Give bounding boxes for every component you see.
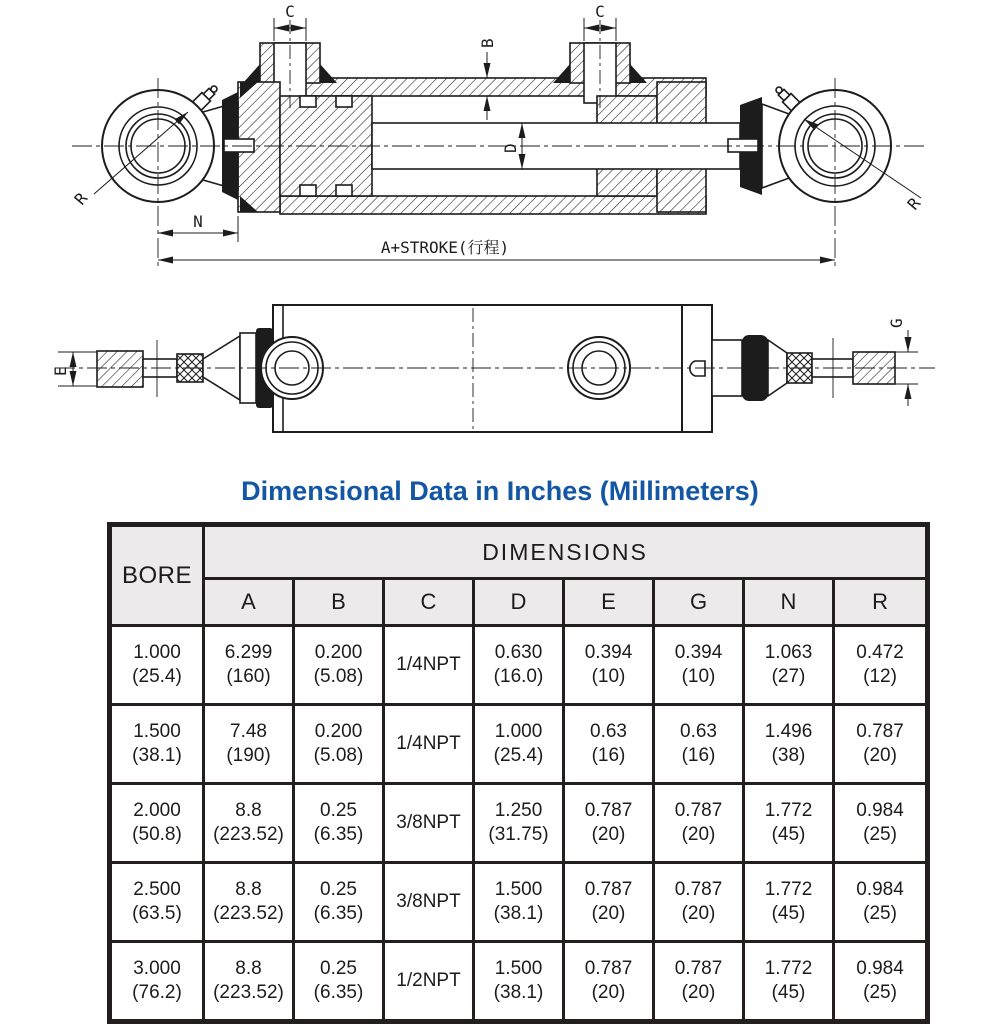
dimension-cell: 1.772 (45) <box>744 863 834 942</box>
label-n: N <box>193 212 203 231</box>
dimension-cell: 1.500 (38.1) <box>474 863 564 942</box>
bore-header-cell: BORE <box>110 525 204 626</box>
col-header-e: E <box>564 579 654 626</box>
label-d-rod: D <box>501 143 520 153</box>
table-body <box>110 626 928 1022</box>
label-e: E <box>51 366 70 376</box>
dimension-cell: 1.000 (25.4) <box>474 705 564 784</box>
dimension-cell: 8.8 (223.52) <box>204 942 294 1022</box>
dimension-cell: 0.787 (20) <box>564 863 654 942</box>
dimension-cell: 1.063 (27) <box>744 626 834 705</box>
dimension-cell: 0.394 (10) <box>564 626 654 705</box>
bore-cell: 1.000 (25.4) <box>110 626 204 705</box>
dimension-cell: 3/8NPT <box>384 863 474 942</box>
label-r-right: R <box>903 193 925 214</box>
label-b-wall: B <box>478 38 497 48</box>
piston <box>280 96 372 196</box>
top-view-body <box>97 305 895 432</box>
column-header-row <box>110 579 928 626</box>
dimension-cell: 3/8NPT <box>384 784 474 863</box>
dimension-cell: 0.984 (25) <box>834 863 928 942</box>
label-c-port2: C <box>595 2 605 21</box>
bore-cell: 2.000 (50.8) <box>110 784 204 863</box>
dimension-cell: 0.25 (6.35) <box>294 784 384 863</box>
dimension-cell: 0.25 (6.35) <box>294 942 384 1022</box>
dimension-cell: 1/2NPT <box>384 942 474 1022</box>
table-row <box>110 784 928 863</box>
left-pin <box>224 139 254 152</box>
bore-cell: 1.500 (38.1) <box>110 705 204 784</box>
dimension-cell: 1.772 (45) <box>744 784 834 863</box>
dimension-cell: 1.496 (38) <box>744 705 834 784</box>
col-header-r: R <box>834 579 928 626</box>
side-view-body <box>102 43 891 214</box>
dimension-cell: 0.984 (25) <box>834 942 928 1022</box>
col-header-c: C <box>384 579 474 626</box>
dimension-cell: 0.984 (25) <box>834 784 928 863</box>
dimension-cell: 1.250 (31.75) <box>474 784 564 863</box>
col-header-n: N <box>744 579 834 626</box>
dimension-cell: 0.25 (6.35) <box>294 863 384 942</box>
dimension-cell: 0.472 (12) <box>834 626 928 705</box>
dimension-cell: 1.772 (45) <box>744 942 834 1022</box>
cylinder-top-view <box>0 290 1000 475</box>
dimension-cell: 0.200 (5.08) <box>294 705 384 784</box>
tube-bottom-wall <box>280 196 706 214</box>
col-header-d: D <box>474 579 564 626</box>
table-header <box>110 525 928 626</box>
dimension-cell: 1/4NPT <box>384 705 474 784</box>
bleed-plug <box>690 361 705 376</box>
dimension-cell: 0.787 (20) <box>564 942 654 1022</box>
left-eye-ball-section <box>97 351 143 387</box>
bore-cell: 2.500 (63.5) <box>110 863 204 942</box>
label-g: G <box>887 318 906 328</box>
col-header-g: G <box>654 579 744 626</box>
table-row <box>110 626 928 705</box>
col-header-a: A <box>204 579 294 626</box>
dimension-table <box>107 522 930 1024</box>
dimension-cell: 0.63 (16) <box>654 705 744 784</box>
dimension-cell: 8.8 (223.52) <box>204 863 294 942</box>
dimension-cell: 0.787 (20) <box>564 784 654 863</box>
dimensions-header-cell: DIMENSIONS <box>204 525 928 579</box>
dimension-cell: 0.787 (20) <box>654 942 744 1022</box>
bore-cell: 3.000 (76.2) <box>110 942 204 1022</box>
dimension-cell: 0.200 (5.08) <box>294 626 384 705</box>
dimension-cell: 1/4NPT <box>384 626 474 705</box>
dimension-cell: 7.48 (190) <box>204 705 294 784</box>
table-row <box>110 863 928 942</box>
label-c-port1: C <box>285 2 295 21</box>
dimension-cell: 0.787 (20) <box>654 863 744 942</box>
dimension-cell: 1.500 (38.1) <box>474 942 564 1022</box>
col-header-b: B <box>294 579 384 626</box>
dimension-cell: 8.8 (223.52) <box>204 784 294 863</box>
dimension-cell: 0.63 (16) <box>564 705 654 784</box>
page-title: Dimensional Data in Inches (Millimeters) <box>241 476 759 506</box>
table-row <box>110 705 928 784</box>
dimension-cell: 0.630 (16.0) <box>474 626 564 705</box>
label-r-left: R <box>70 188 92 209</box>
dimension-cell: 6.299 (160) <box>204 626 294 705</box>
port1-weld-left <box>243 64 260 83</box>
label-a-stroke: A+STROKE(行程) <box>380 238 510 257</box>
table-row <box>110 942 928 1022</box>
dimension-cell: 0.787 (20) <box>654 784 744 863</box>
dimension-cell: 0.787 (20) <box>834 705 928 784</box>
dimension-cell: 0.394 (10) <box>654 626 744 705</box>
right-pin <box>728 139 758 152</box>
cylinder-side-section-view <box>0 0 1000 290</box>
